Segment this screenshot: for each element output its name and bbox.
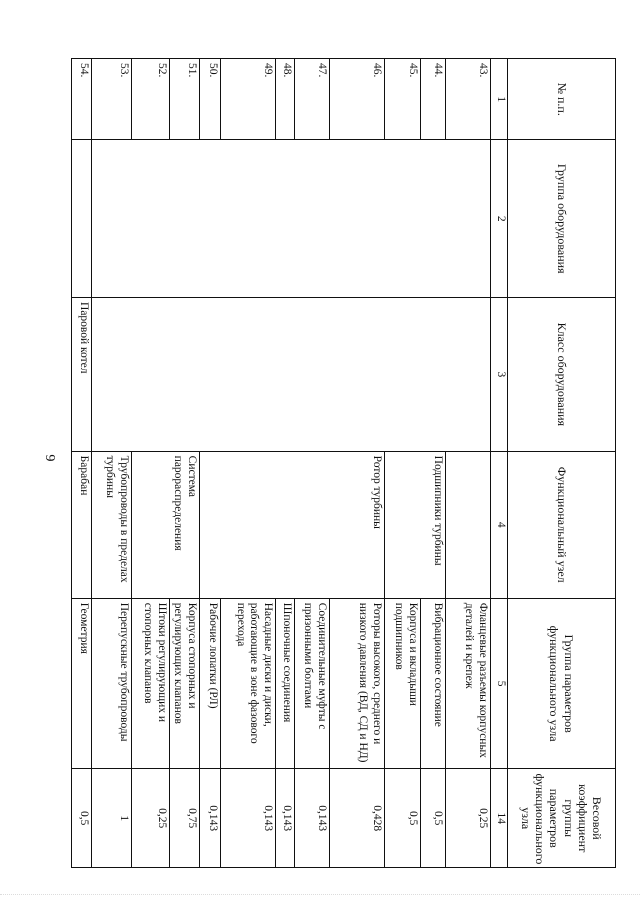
weight-cell: 0,143 — [295, 769, 330, 868]
row-num: 52. — [131, 59, 169, 140]
row-num: 48. — [276, 59, 295, 140]
weight-cell: 0,143 — [276, 769, 295, 868]
weight-cell: 0,25 — [446, 769, 491, 868]
params-cell: Геометрия — [71, 598, 91, 769]
node-cell: Трубопроводы в пределах турбины — [91, 451, 131, 598]
index-cell: 1 — [491, 59, 508, 140]
header-group: Группа оборудования — [508, 140, 616, 298]
group-cell — [91, 140, 490, 298]
group-cell — [71, 140, 91, 298]
equipment-table — [71, 58, 616, 868]
row-num: 50. — [200, 59, 221, 140]
row-num: 49. — [221, 59, 276, 140]
row-num: 46. — [330, 59, 385, 140]
weight-cell: 0,143 — [221, 769, 276, 868]
params-cell: Вибрационное состояние — [421, 598, 446, 769]
header-class: Класс оборудования — [508, 298, 616, 452]
rotated-table-container — [76, 58, 616, 868]
node-cell: Подшипники турбины — [385, 451, 446, 598]
weight-cell: 0,75 — [169, 769, 199, 868]
index-cell: 5 — [491, 598, 508, 769]
scan-artifact-line — [0, 894, 640, 899]
weight-cell: 1 — [91, 769, 131, 868]
weight-cell: 0,5 — [71, 769, 91, 868]
table-row — [71, 59, 91, 868]
index-cell: 14 — [491, 769, 508, 868]
header-params: Группа параметров функционального узла — [508, 598, 616, 769]
class-cell: Паровой котел — [71, 298, 91, 452]
header-num: № п.п. — [508, 59, 616, 140]
weight-cell: 0,5 — [421, 769, 446, 868]
page-number: 6 — [44, 454, 59, 462]
table-row — [446, 59, 491, 868]
weight-cell: 0,5 — [385, 769, 421, 868]
node-cell: Ротор турбины — [200, 451, 385, 598]
index-cell: 2 — [491, 140, 508, 298]
index-cell: 3 — [491, 298, 508, 452]
node-cell: Барабан — [71, 451, 91, 598]
index-cell: 4 — [491, 451, 508, 598]
row-num: 43. — [446, 59, 491, 140]
params-cell: Фланцевые разъемы корпусных деталей и крепеж — [446, 598, 491, 769]
header-weight: Весовой коэффициент группы параметров функционального узла — [508, 769, 616, 868]
row-num: 51. — [169, 59, 199, 140]
node-cell — [446, 451, 491, 598]
row-num: 53. — [91, 59, 131, 140]
weight-cell: 0,428 — [330, 769, 385, 868]
header-node: Функциональный узел — [508, 451, 616, 598]
row-num: 44. — [421, 59, 446, 140]
class-cell — [91, 298, 490, 452]
params-cell: Корпуса стопорных и регулирующих клапанов — [169, 598, 199, 769]
row-num: 47. — [295, 59, 330, 140]
params-cell: Штоки регулирующих и стопорных клапанов — [131, 598, 169, 769]
params-cell: Насадные диски и диски, работающие в зоне фазового перехода — [221, 598, 276, 769]
params-cell: Соединительные муфты с призонными болтами — [295, 598, 330, 769]
params-cell: Роторы высокого, среднего и низкого давления (ВД, СД и НД) — [330, 598, 385, 769]
header-row — [508, 59, 616, 868]
node-cell: Система парораспределения — [131, 451, 199, 598]
weight-cell: 0,25 — [131, 769, 169, 868]
params-cell: Корпуса и вкладыши подшипников — [385, 598, 421, 769]
params-cell: Перепускные трубопроводы — [91, 598, 131, 769]
params-cell: Шпоночные соединения — [276, 598, 295, 769]
index-row — [491, 59, 508, 868]
params-cell: Рабочие лопатки (РЛ) — [200, 598, 221, 769]
weight-cell: 0,143 — [200, 769, 221, 868]
row-num: 45. — [385, 59, 421, 140]
row-num: 54. — [71, 59, 91, 140]
